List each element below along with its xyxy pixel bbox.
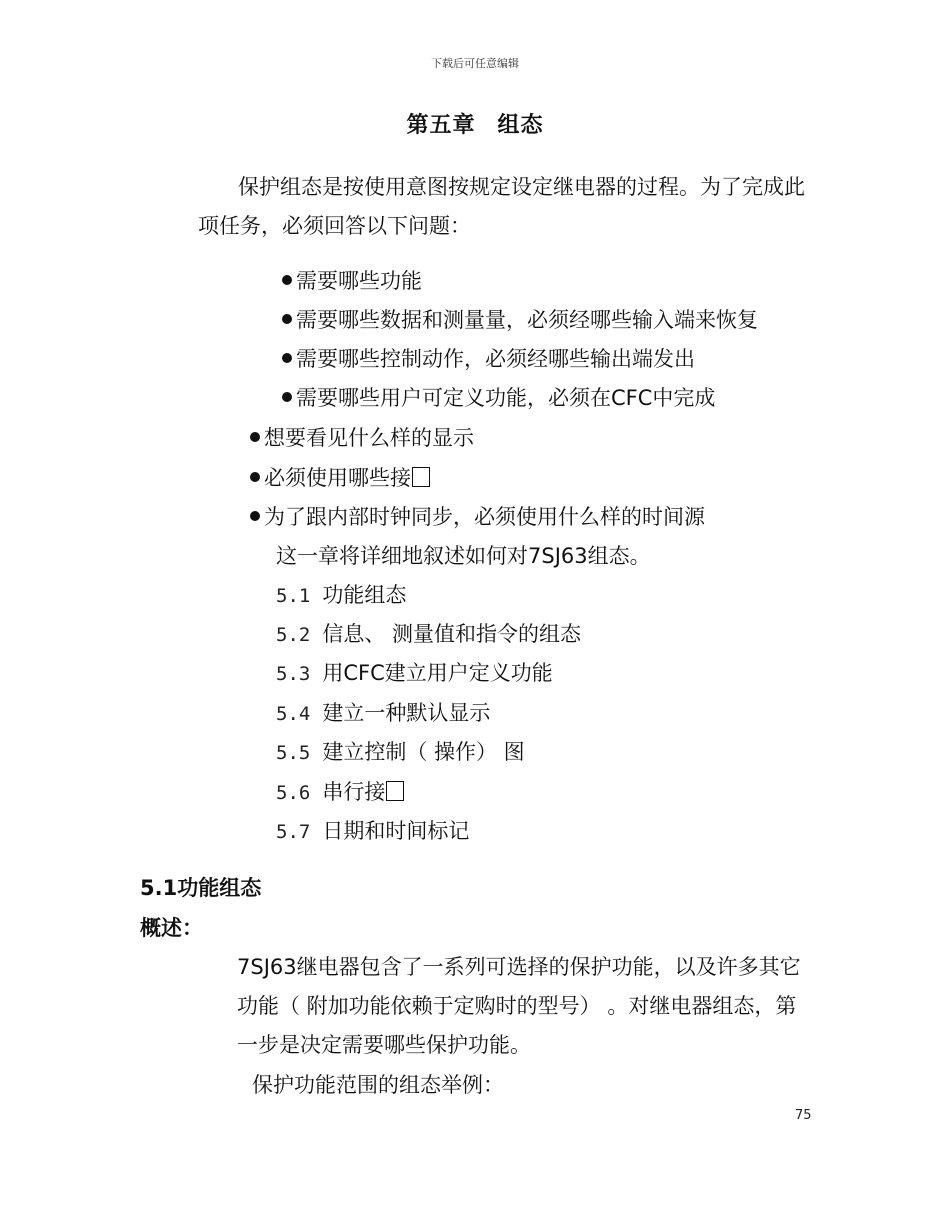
list-item: 为了跟内部时钟同步，必须使用什么样的时间源: [250, 498, 705, 537]
header-note: 下载后可任意编辑: [431, 57, 519, 70]
chapter-sentence: 这一章将详细地叙述如何对7SJ63组态。: [276, 544, 651, 568]
bullet-icon: [282, 275, 292, 285]
bullet-icon: [282, 353, 292, 363]
bullet-icon: [282, 314, 292, 324]
toc-item: 5.1 功能组态: [276, 583, 407, 607]
list-item: 需要哪些用户可定义功能，必须在CFC中完成: [282, 379, 715, 418]
page-number: 75: [795, 1108, 812, 1123]
bullet-icon: [250, 472, 260, 482]
example-line: 保护功能范围的组态举例：: [252, 1073, 504, 1097]
list-item: 需要哪些控制动作，必须经哪些输出端发出: [282, 340, 695, 379]
list-item: 需要哪些数据和测量量，必须经哪些输入端来恢复: [282, 301, 758, 340]
list-item: 想要看见什么样的显示: [250, 419, 474, 458]
list-item: 需要哪些功能: [282, 262, 422, 301]
toc-item: 5.3 用CFC建立用户定义功能: [276, 661, 553, 685]
chapter-title: [0, 108, 950, 139]
toc-item: 5.7 日期和时间标记: [276, 819, 470, 843]
bullet-icon: [250, 511, 260, 521]
bullet-icon: [282, 392, 292, 402]
intro-paragraph: 保护组态是按使用意图按规定设定继电器的过程。为了完成此项任务，必须回答以下问题：: [198, 175, 805, 238]
subheading: 概述：: [140, 916, 203, 940]
bullet-icon: [250, 432, 260, 442]
body-paragraph: 7SJ63继电器包含了一系列可选择的保护功能，以及许多其它功能（ 附加功能依赖于定购时的型号） 。对继电器组态，第一步是决定需要哪些保护功能。: [237, 955, 801, 1057]
toc-item: 5.4 建立一种默认显示: [276, 701, 491, 725]
toc-item: 5.2 信息、 测量值和指令的组态: [276, 622, 582, 646]
chapter-number: 第五章: [406, 113, 476, 138]
missing-glyph-icon: [412, 467, 430, 487]
chapter-name: 组态: [497, 113, 544, 138]
missing-glyph-icon: [386, 781, 404, 801]
toc-item: 5.5 建立控制（ 操作） 图: [276, 740, 525, 764]
toc-item: 5.6 串行接: [276, 773, 404, 812]
section-heading: 5.1功能组态: [140, 876, 262, 900]
list-item: 必须使用哪些接: [250, 459, 430, 498]
